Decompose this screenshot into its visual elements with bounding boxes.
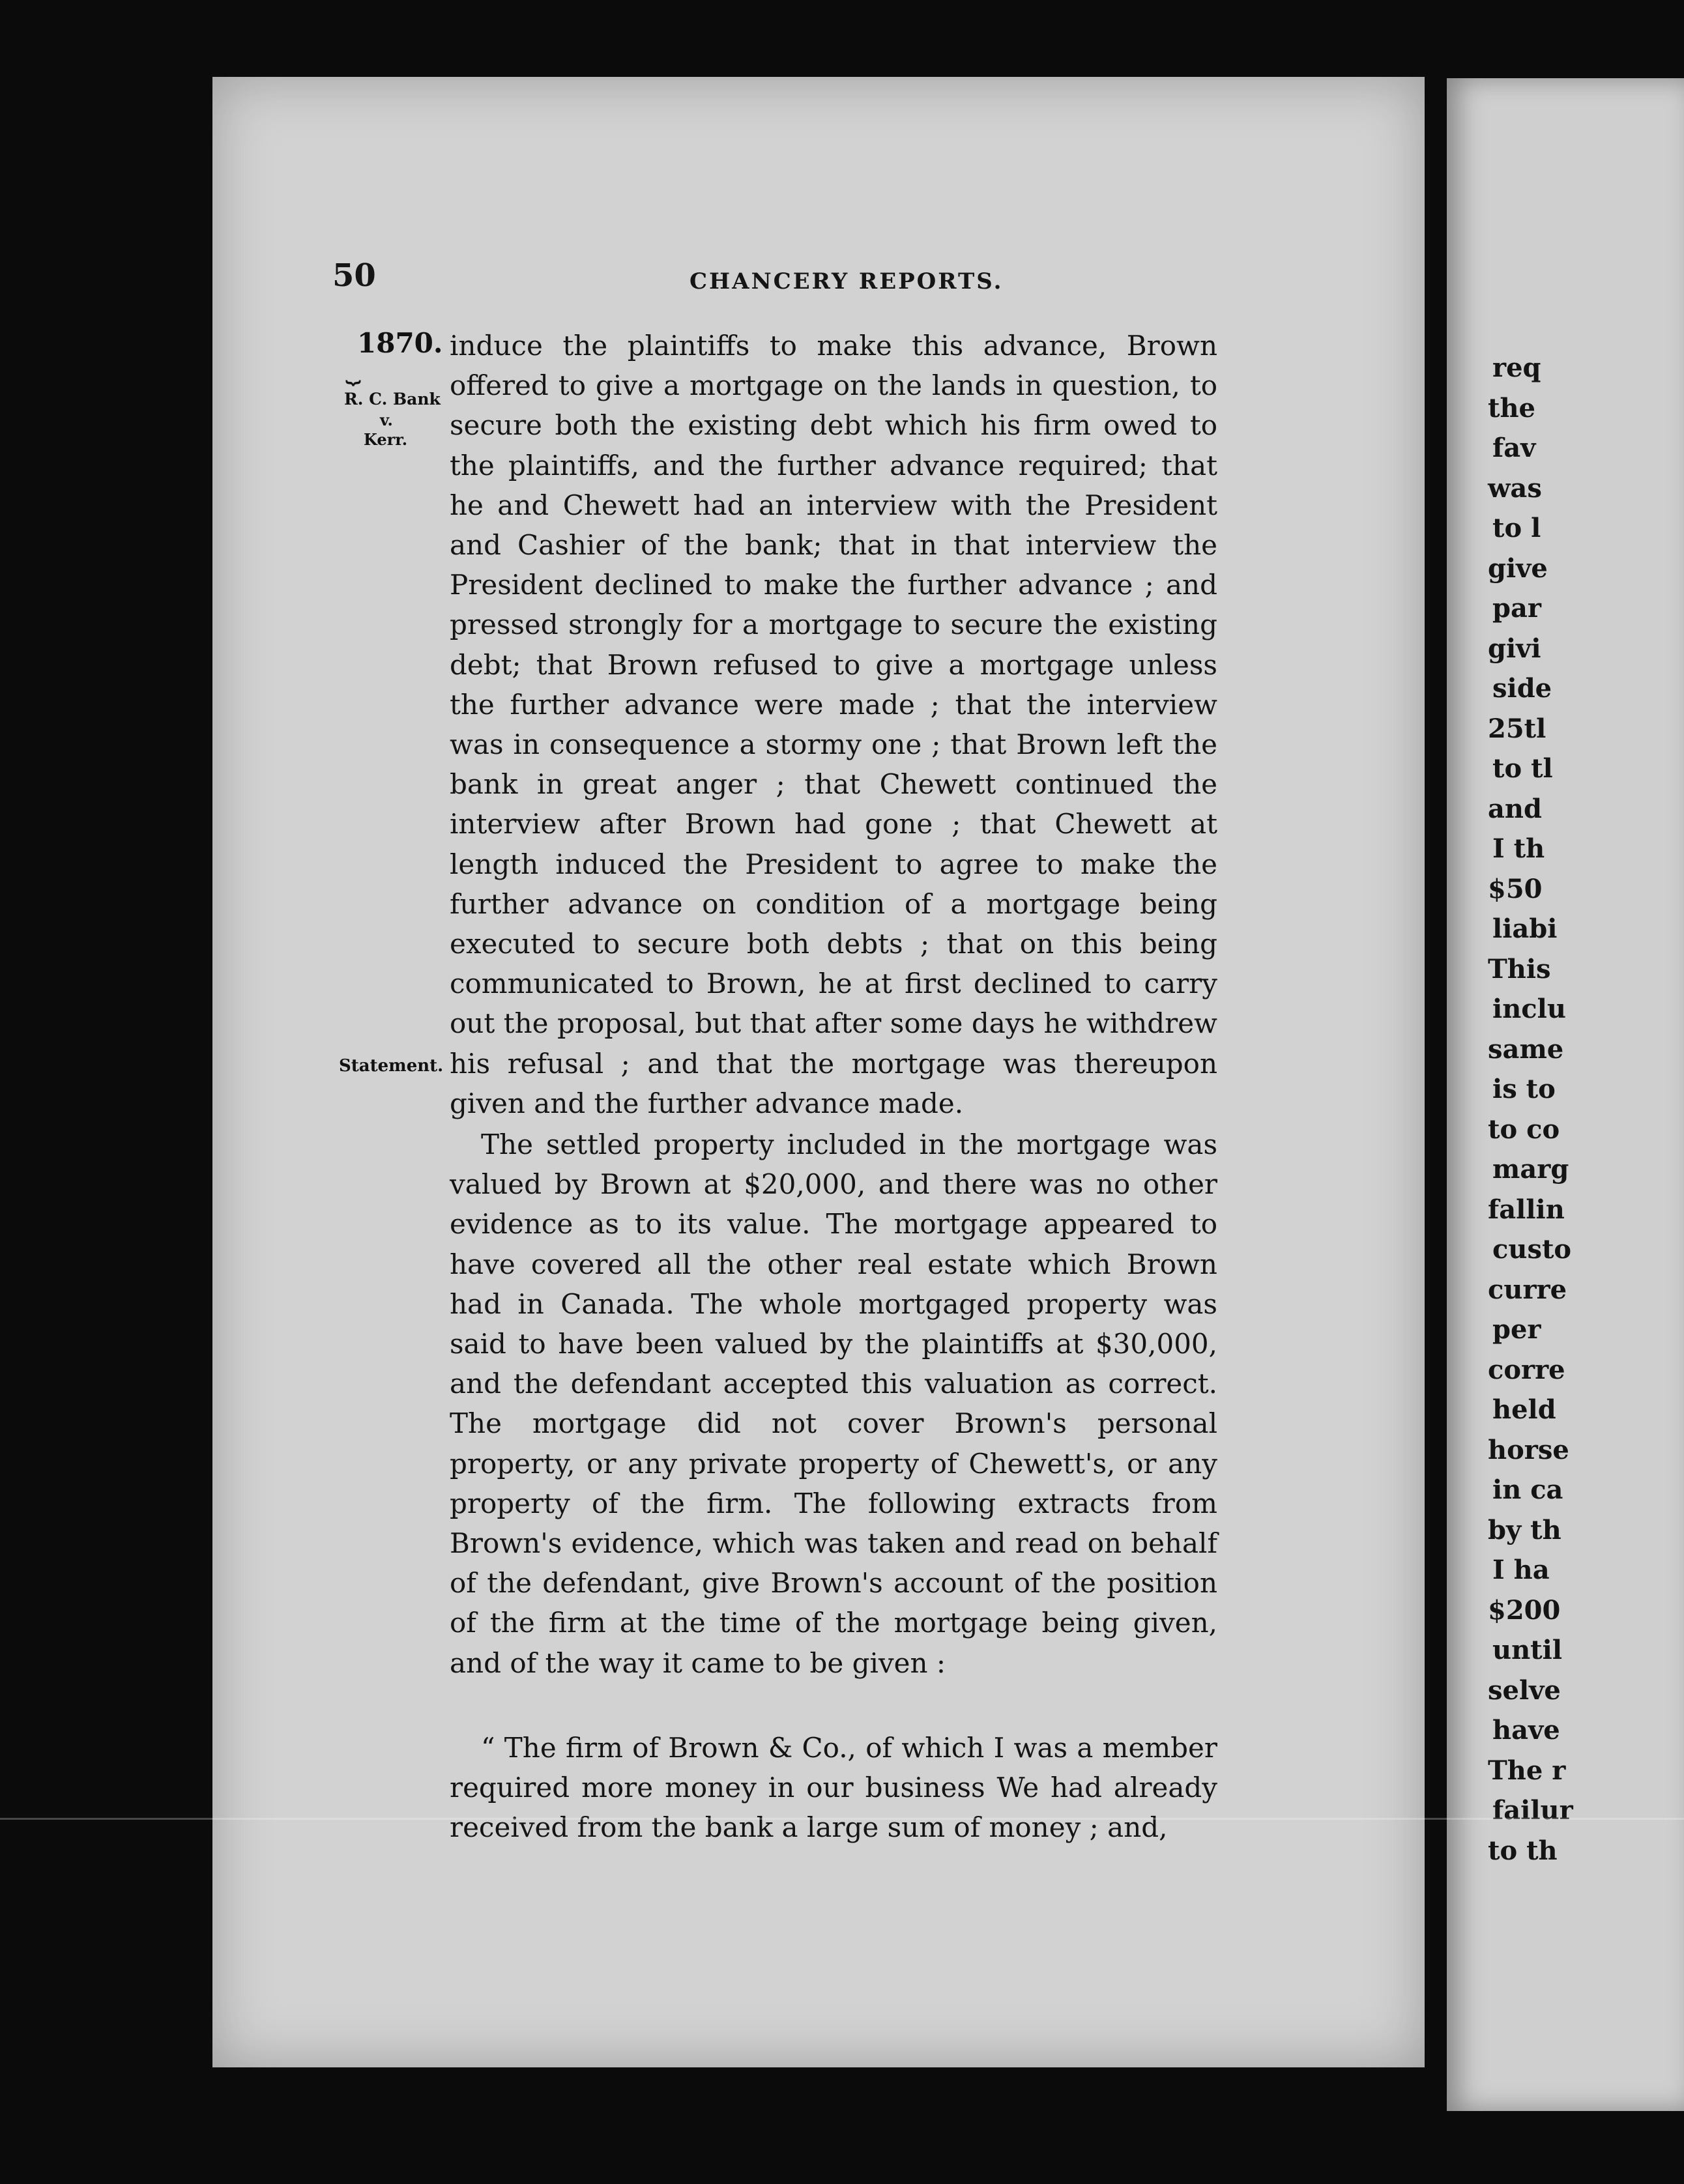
page-number: 50 [332,257,376,294]
facing-page-line: I th [1492,833,1545,864]
facing-page-line: the [1488,392,1536,424]
facing-page-line: to co [1488,1114,1560,1145]
facing-page-line: I ha [1492,1555,1550,1585]
facing-page-line: is to [1492,1074,1556,1104]
margin-statement-note: Statement. [339,1056,444,1076]
facing-page-line: in ca [1492,1474,1563,1505]
facing-page-line: to th [1488,1835,1558,1866]
facing-page-line: by th [1488,1514,1561,1545]
facing-page-line: custo [1492,1234,1572,1265]
facing-page-line: givi [1488,633,1541,664]
facing-page-line: fav [1492,433,1536,463]
facing-page-line: side [1492,673,1552,704]
facing-page-line: The r [1488,1755,1566,1786]
facing-page-line: marg [1492,1154,1569,1185]
facing-page-line: selve [1488,1674,1561,1706]
facing-page-line: req [1492,352,1541,383]
facing-page-line: to tl [1492,753,1553,784]
facing-page-line: This [1488,953,1551,984]
margin-year: 1870. [357,327,443,359]
facing-page-line: liabi [1492,913,1558,944]
margin-case-line-1: R. C. Bank [344,390,441,409]
facing-page-line: 25tl [1488,713,1546,744]
running-head: CHANCERY REPORTS. [690,268,1004,295]
facing-page-line: held [1492,1394,1556,1425]
scan-artifact-line [0,1818,1684,1820]
margin-case-line-2: v. [380,410,393,429]
facing-page-line: have [1492,1715,1560,1746]
facing-page-line: and [1488,793,1542,824]
facing-page-line: corre [1488,1354,1565,1385]
facing-page-line: $50 [1488,873,1543,904]
facing-page-line: to l [1492,513,1541,543]
facing-page-line: until [1492,1635,1563,1665]
facing-page-line: failur [1492,1795,1573,1826]
facing-page-line: fallin [1488,1194,1565,1225]
facing-page-line: same [1488,1033,1564,1065]
margin-case-line-3: Kerr. [364,430,408,449]
facing-page-line: was [1488,472,1542,504]
facing-page-line: $200 [1488,1594,1561,1626]
body-paragraph-1: induce the plaintiffs to make this advance, Brown offered to give a mortgage on the lands in question, to secure both the existing debt which his firm owed to the plaintiffs, and the further advance required; that he and Chewett had an interview with the President and Cashier of the bank; that in that interview the President declined to make the further advance ; and pressed strongly for a mortgage to secure the existing debt; that Brown refused to give a mortgage unless the further advance were made ; that the interview was in consequence a stormy one ; that Brown left the bank in great anger ; that Chewett continued the interview after Brown had gone ; that Chewett at length induced the President to agree to make the further advance on condition of a mortgage being executed to secure both debts ; that on this being communicated to Brown, he at first declined to carry out the proposal, but that after some days he withdrew his refusal ; and that the mortgage was thereupon given and the further advance made. [450,330,1217,1119]
facing-page-line: per [1492,1314,1541,1345]
brace-icon: ⏟ [345,354,361,384]
facing-page-line: curre [1488,1274,1567,1305]
body-paragraph-3: “ The firm of Brown & Co., of which I was a member required more money in our business We had already received from the bank a large sum of money ; and, [450,1732,1217,1844]
facing-page-line: inclu [1492,994,1566,1024]
facing-page-line: give [1488,553,1548,584]
facing-page-line: horse [1488,1434,1569,1465]
facing-page-line: par [1492,593,1541,624]
body-paragraph-2: The settled property included in the mortgage was valued by Brown at $20,000, and there was no other evidence as to its value. The mortgage appeared to have covered all the other real estate which Brown had in Canada. The whole mortgaged property was said to have been valued by the plaintiffs at $30,000, and the defendant accepted this valuation as correct. The mortgage did not cover Brown's personal property, or any private property of Chewett's, or any property of the firm. The following extracts from Brown's evidence, which was taken and read on behalf of the defendant, give Brown's account of the position of the firm at the time of the mortgage being given, and of the way it came to be given : [450,1128,1217,1679]
